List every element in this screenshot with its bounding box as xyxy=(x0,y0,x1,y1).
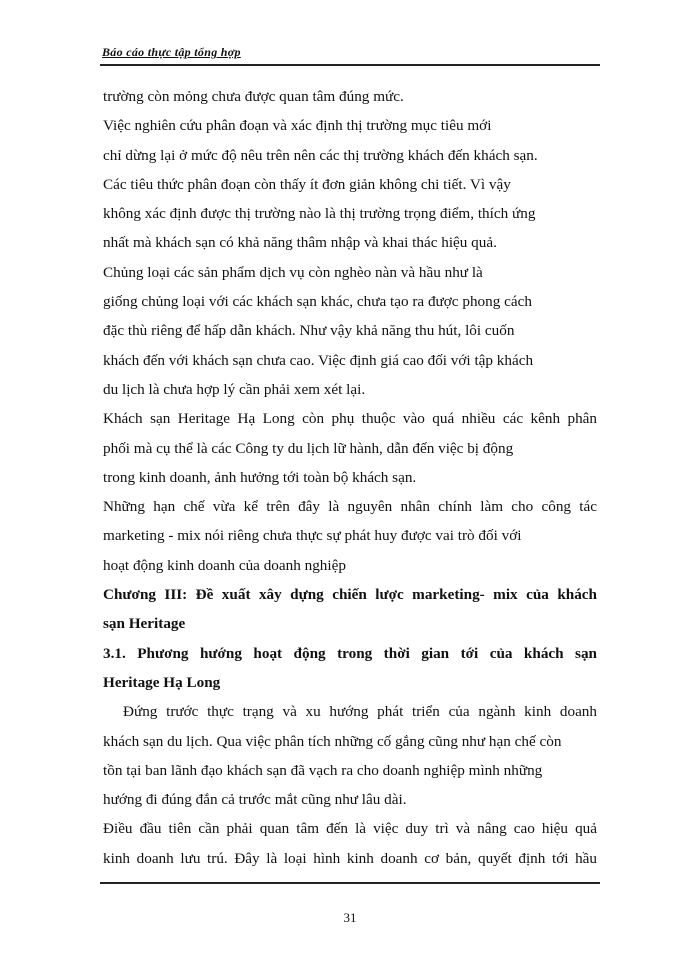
text-line: kinh doanh lưu trú. Đây là loại hình kinh doanh cơ bản, quyết định tới hầu xyxy=(103,849,597,867)
text-line: Điều đầu tiên cần phải quan tâm đến là việc duy trì và nâng cao hiệu quả xyxy=(103,820,597,838)
text-line: marketing - mix nói riêng chưa thực sự phát huy được vai trò đối với xyxy=(103,527,522,545)
text-line: không xác định được thị trường nào là thị trường trọng điểm, thích ứng xyxy=(103,205,536,223)
text-line: chỉ dừng lại ở mức độ nêu trên nên các thị trường khách đến khách sạn. xyxy=(103,146,538,164)
page-number: 31 xyxy=(343,910,357,925)
text-line: khách sạn du lịch. Qua việc phân tích những cố gắng cũng như hạn chế còn xyxy=(103,732,562,750)
text-line: hướng đi đúng đắn cả trước mắt cũng như lâu dài. xyxy=(103,791,407,809)
text-line: Chủng loại các sản phẩm dịch vụ còn nghèo nàn và hầu như là xyxy=(103,263,483,281)
text-line: hoạt động kinh doanh của doanh nghiệp xyxy=(103,556,346,574)
section-heading: 3.1. Phương hướng hoạt động trong thời gian tới của khách sạn xyxy=(103,644,597,662)
chapter-heading-cont: sạn Heritage xyxy=(103,615,186,633)
text-line: giống chủng loại với các khách sạn khác, chưa tạo ra được phong cách xyxy=(103,293,532,311)
text-line: Việc nghiên cứu phân đoạn và xác định thị trường mục tiêu mới xyxy=(103,117,492,135)
text-line: Khách sạn Heritage Hạ Long còn phụ thuộc vào quá nhiều các kênh phân xyxy=(103,410,597,428)
text-line: Đứng trước thực trạng và xu hướng phát triển của ngành kinh doanh xyxy=(123,703,597,721)
page-header xyxy=(100,44,600,66)
text-line: khách đến với khách sạn chưa cao. Việc định giá cao đối với tập khách xyxy=(103,351,534,369)
text-line: du lịch là chưa hợp lý cần phải xem xét lại. xyxy=(103,380,366,398)
text-line: phối mà cụ thể là các Công ty du lịch lữ hành, dẫn đến việc bị động xyxy=(103,439,514,457)
text-line: Những hạn chế vừa kể trên đây là nguyên nhân chính làm cho công tác xyxy=(103,498,597,516)
section-heading-cont: Heritage Hạ Long xyxy=(103,673,221,691)
text-line: nhất mà khách sạn có khả năng thâm nhập và khai thác hiệu quả. xyxy=(103,234,497,252)
text-line: đặc thù riêng để hấp dẫn khách. Như vậy khả năng thu hút, lôi cuốn xyxy=(103,322,515,340)
document-body xyxy=(103,82,597,873)
header-title: Báo cáo thực tập tổng hợp xyxy=(102,45,241,59)
text-line: trường còn mỏng chưa được quan tâm đúng mức. xyxy=(103,88,404,105)
chapter-heading: Chương III: Đề xuất xây dựng chiến lược marketing- mix của khách xyxy=(103,586,597,604)
footer-rule xyxy=(100,882,600,884)
text-line: tồn tại ban lãnh đạo khách sạn đã vạch ra cho doanh nghiệp mình những xyxy=(103,761,543,779)
text-line: trong kinh doanh, ảnh hưởng tới toàn bộ khách sạn. xyxy=(103,468,417,486)
text-line: Các tiêu thức phân đoạn còn thấy ít đơn giản không chi tiết. Vì vậy xyxy=(103,175,511,193)
